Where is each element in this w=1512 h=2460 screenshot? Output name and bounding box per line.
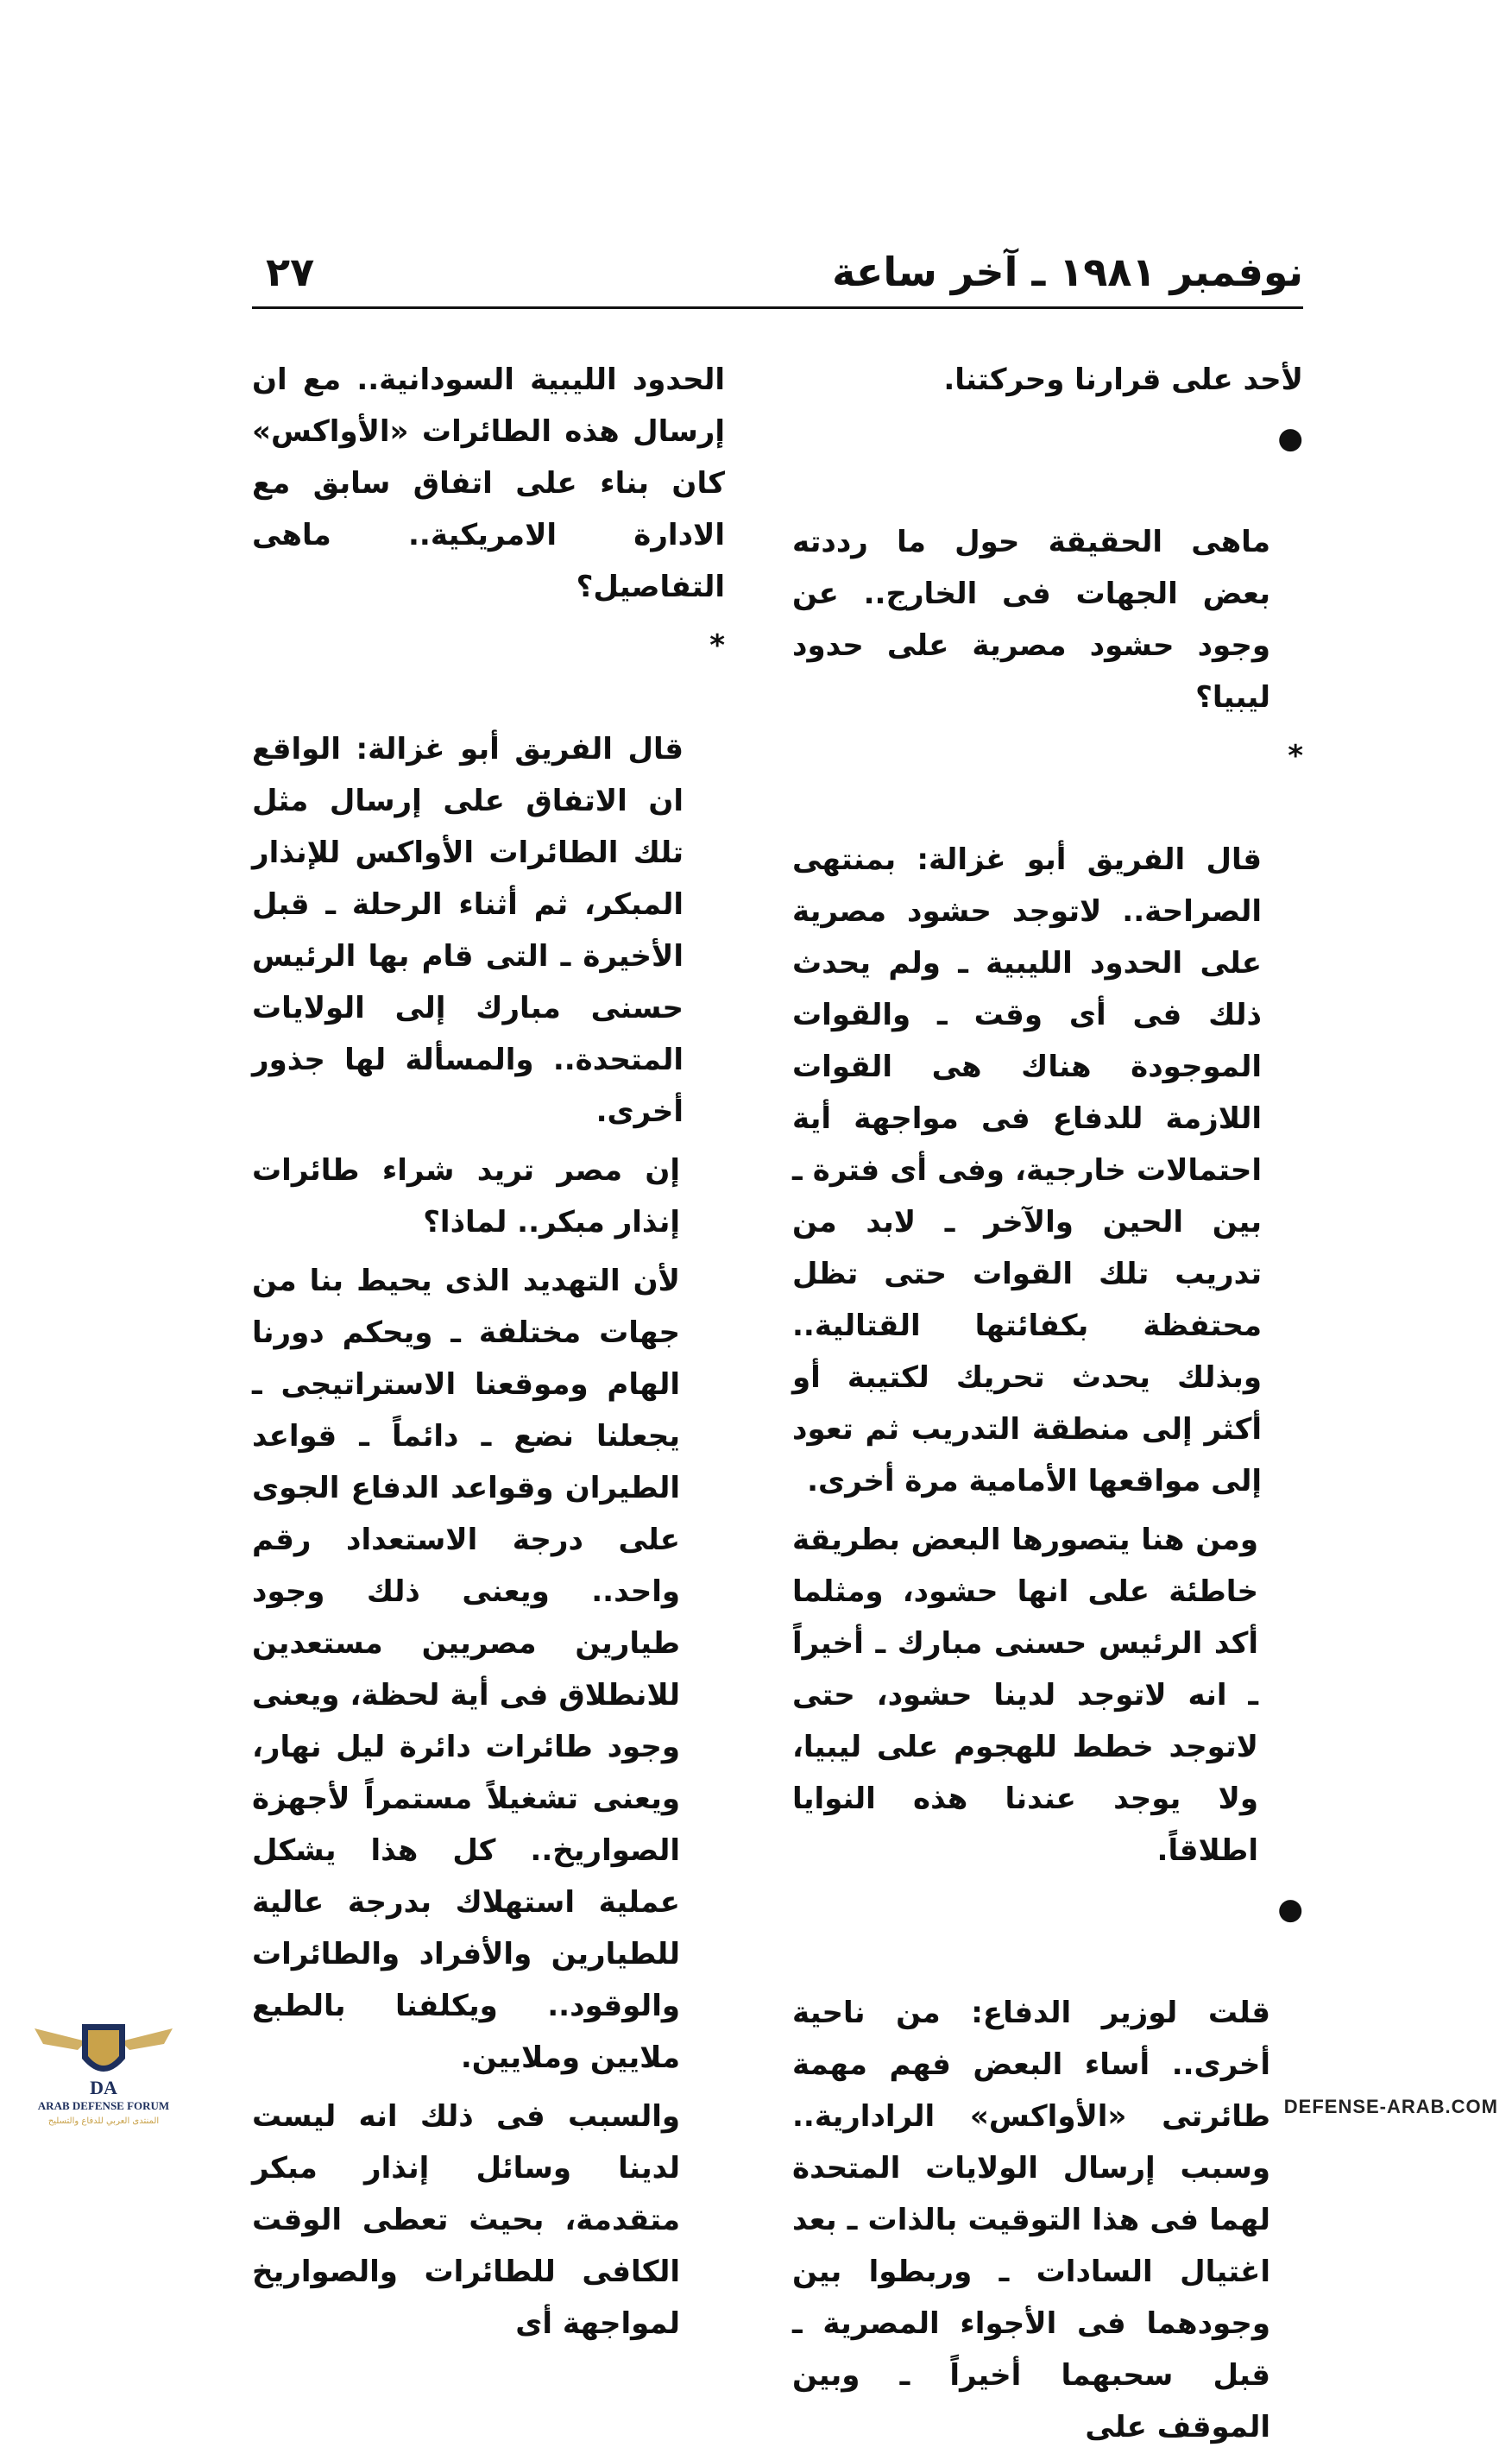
paragraph: لأن التهديد الذى يحيط بنا من جهات مختلفة ـ ويحكم دورنا الهام وموقعنا الاستراتيجى ـ يجعلنا نضع ـ دائماً ـ قواعد الطيران وقواعد الدفاع الجوى على درجة الاستعداد رقم واحد.. ويعنى ذلك وجود طيارين مصريين مستعدين للانطلاق فى أية لحظة، ويعنى وجود طائرات دائرة ليل نهار، ويعنى تشغيلاً مستمراً لأجهزة الصواريخ.. كل هذا يشكل عملية استهلاك بدرجة عالية للطيارين والأفراد والطائرات والوقود.. ويكلفنا بالطبع ملايين وملايين. xyxy=(252,1264,680,2075)
bullet-icon: ● xyxy=(1277,1892,1303,1927)
logo-arabic-name: المنتدى العربي للدفاع والتسليح xyxy=(47,2116,160,2126)
left-column xyxy=(252,354,725,2356)
question-text: قلت لوزير الدفاع: من ناحية أخرى.. أساء البعض فهم مهمة طائرتى «الأواكس» الرادارية.. وسبب إرسال الولايات المتحدة لهما فى هذا التوقيت بالذات ـ بعد اغتيال السادات ـ وربطوا بين وجودهما فى الأجواء المصرية ـ قبل سحبهما أخيراً ـ وبين الموقف على xyxy=(792,1996,1270,2444)
star-icon: * xyxy=(709,628,725,663)
running-title: نوفمبر ١٩٨١ ـ آخر ساعة xyxy=(832,249,1303,295)
paragraph: والسبب فى ذلك انه ليست لدينا وسائل إنذار مبكر متقدمة، بحيث تعطى الوقت الكافى للطائرات والصواريخ لمواجهة أى xyxy=(252,2099,680,2341)
right-column xyxy=(792,354,1303,2460)
answer-paragraph xyxy=(252,620,725,1138)
forum-logo xyxy=(17,2011,190,2132)
logo-monogram: DA xyxy=(90,2077,117,2098)
bullet-icon: ● xyxy=(1277,421,1303,456)
site-watermark: DEFENSE-ARAB.COM xyxy=(1283,2096,1498,2117)
shield-wings-icon xyxy=(17,2011,190,2132)
page-header xyxy=(252,246,1303,315)
question-paragraph xyxy=(792,413,1303,723)
logo-name: ARAB DEFENSE FORUM xyxy=(37,2099,170,2112)
star-icon: * xyxy=(1288,739,1303,773)
question-text: ماهى الحقيقة حول ما رددته بعض الجهات فى الخارج.. عن وجود حشود مصرية على حدود ليبيا؟ xyxy=(792,525,1270,715)
paragraph: لأحد على قرارنا وحركتنا. xyxy=(943,363,1303,397)
header-rule xyxy=(252,306,1303,309)
paragraph: الحدود الليبية السودانية.. مع ان إرسال هذه الطائرات «الأواكس» كان بناء على اتفاق سابق مع الادارة الامريكية.. ماهى التفاصيل؟ xyxy=(252,363,725,604)
page-number: ٢٧ xyxy=(266,249,315,295)
paragraph: ومن هنا يتصورها البعض بطريقة خاطئة على انها حشود، ومثلما أكد الرئيس حسنى مبارك ـ أخيراً ـ انه لاتوجد لدينا حشود، حتى لاتوجد خطط للهجوم على ليبيا، ولا يوجد عندنا هذه النوايا اطلاقاً. xyxy=(792,1523,1258,1868)
answer-text: قال الفريق أبو غزالة: بمنتهى الصراحة.. لاتوجد حشود مصرية على الحدود الليبية ـ ولم يحدث ذلك فى أى وقت ـ والقوات الموجودة هناك هى القوات اللازمة للدفاع فى مواجهة أية احتمالات خارجية، وفى أى فترة ـ بين الحين والآخر ـ لابد من تدريب تلك القوات حتى تظل محتفظة بكفائتها القتالية.. وبذلك يحدث تحريك لكتيبة أو أكثر إلى منطقة التدريب ثم تعود إلى مواقعها الأمامية مرة أخرى. xyxy=(792,842,1262,1498)
paragraph: إن مصر تريد شراء طائرات إنذار مبكر.. لماذا؟ xyxy=(252,1153,680,1239)
question-paragraph xyxy=(792,1883,1303,2453)
answer-text: قال الفريق أبو غزالة: الواقع ان الاتفاق على إرسال مثل تلك الطائرات الأواكس للإنذار المبكر، ثم أثناء الرحلة ـ قبل الأخيرة ـ التى قام بها الرئيس حسنى مبارك إلى الولايات المتحدة.. والمسألة لها جذور أخرى. xyxy=(252,732,684,1129)
answer-paragraph xyxy=(792,730,1303,1507)
